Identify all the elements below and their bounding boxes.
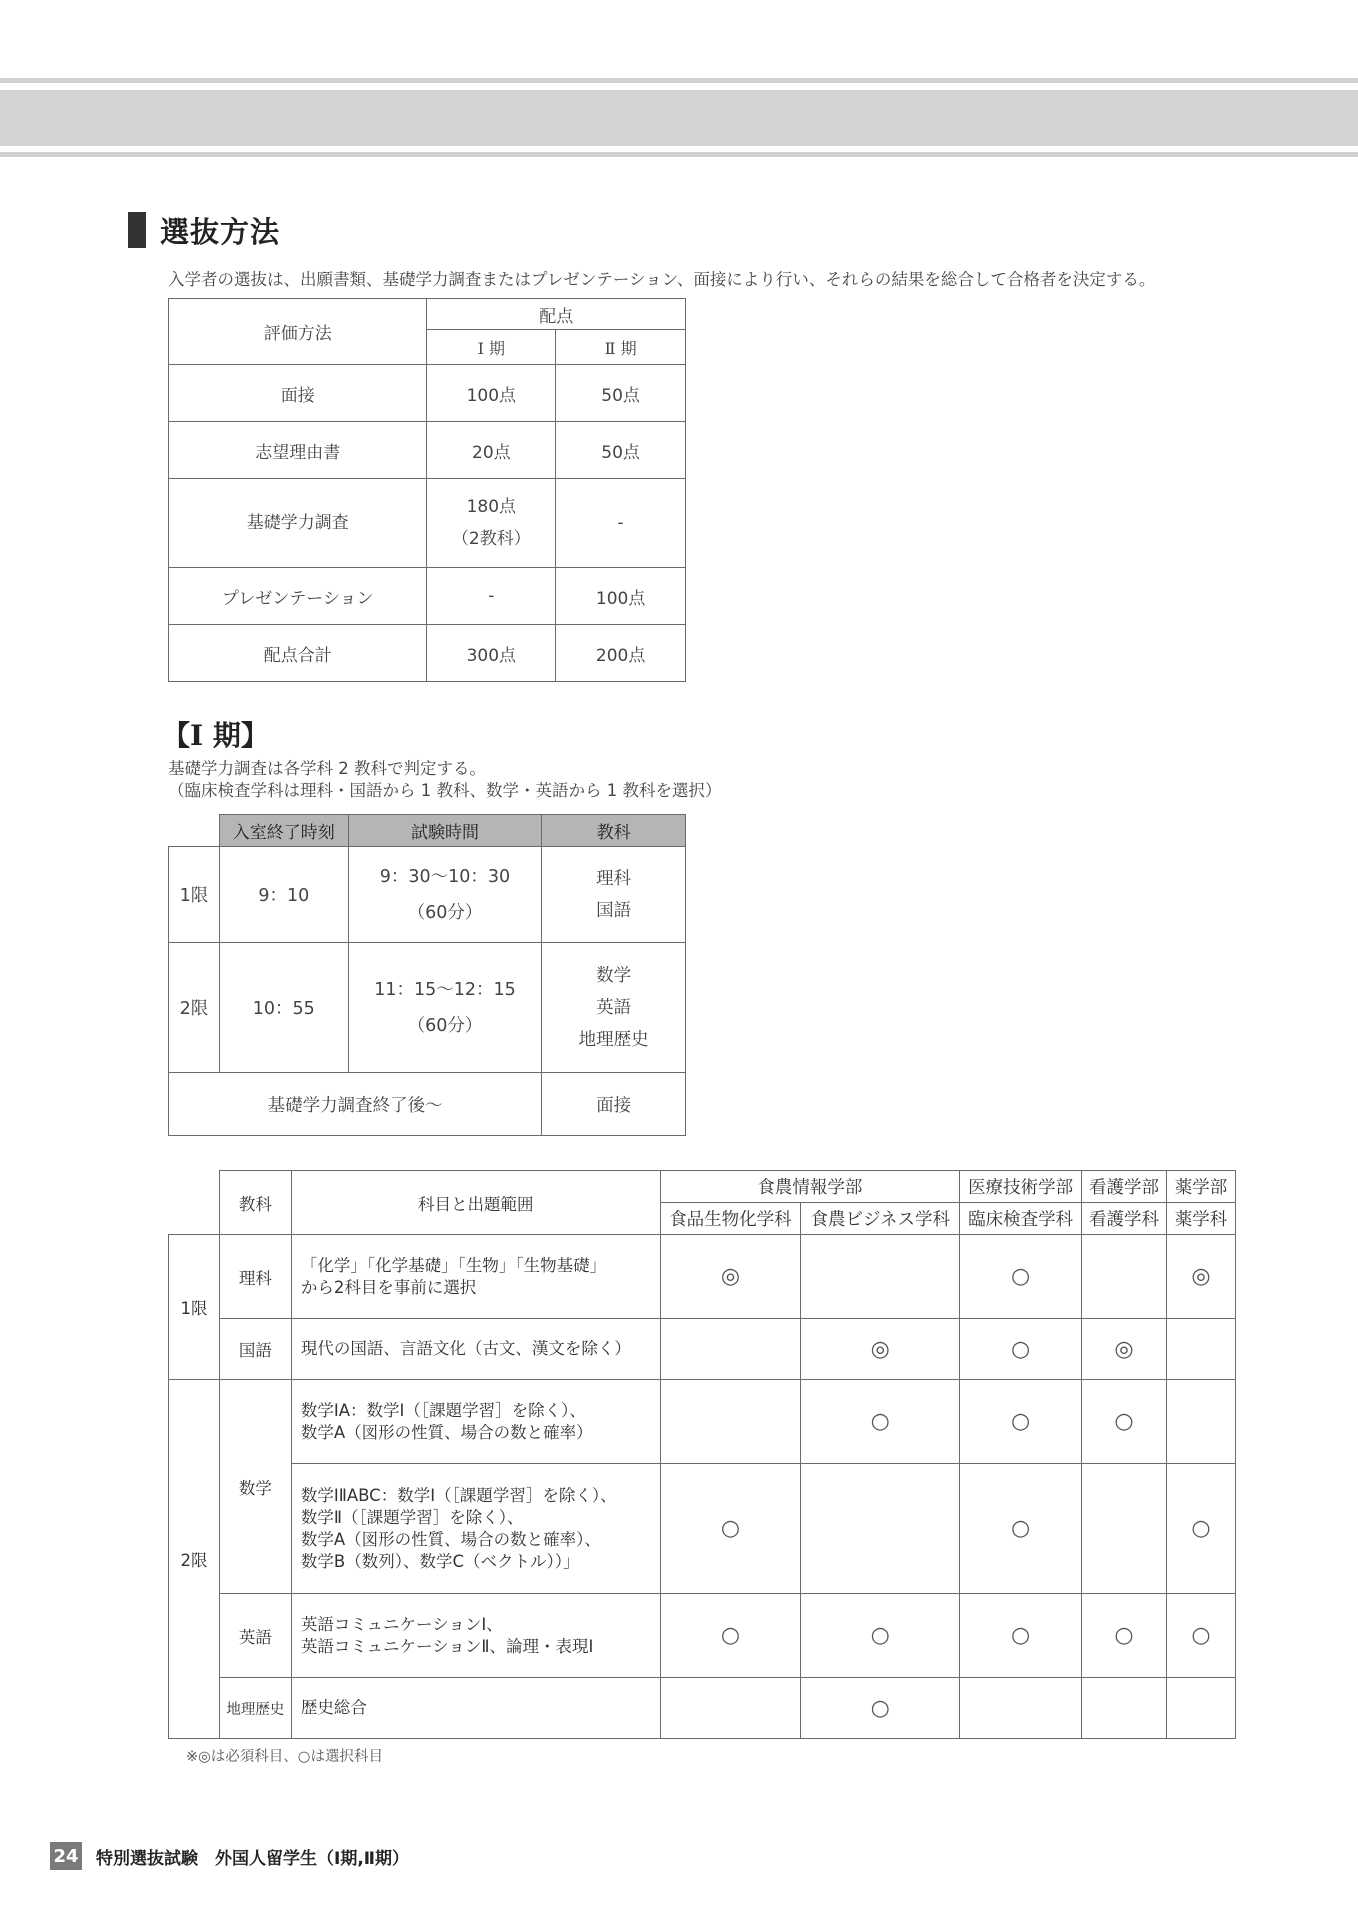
- scope-line: 数学Ⅱ（［課題学習］を除く）、: [300, 1507, 524, 1527]
- department-header: 臨床検査学科: [960, 1203, 1082, 1235]
- mark-cell: ○: [801, 1594, 960, 1678]
- mark-cell: ○: [960, 1594, 1082, 1678]
- intro-text: 入学者の選抜は、出願書類、基礎学力調査またはプレゼンテーション、面接により行い、それらの結果を総合して合格者を決定する。: [168, 270, 1156, 289]
- department-header: 薬学科: [1166, 1203, 1235, 1235]
- page-footer: [50, 1842, 409, 1870]
- period-note-line1: 基礎学力調査は各学科 2 教科で判定する。: [168, 759, 486, 778]
- scope-line: 数学ⅠⅡABC：数学Ⅰ（［課題学習］を除く）、: [300, 1485, 617, 1505]
- term1-value: 180点: [466, 497, 517, 517]
- table-row: [169, 1678, 1236, 1739]
- department-header: 食農ビジネス学科: [801, 1203, 960, 1235]
- table-row: [169, 847, 686, 943]
- table-row: [169, 568, 686, 625]
- mark-cell: ○: [960, 1380, 1082, 1464]
- mark-cell: ○: [960, 1319, 1082, 1380]
- header-points: 配点: [427, 299, 686, 330]
- time-range: 9：30〜10：30: [379, 866, 511, 887]
- header-scope: 科目と出題範囲: [291, 1171, 660, 1235]
- scope-cell: [291, 1464, 660, 1594]
- mark-cell: ○: [801, 1678, 960, 1739]
- table-row: [169, 1594, 1236, 1678]
- subject-cell: 理科: [219, 1235, 291, 1319]
- schedule-table: [168, 814, 686, 1136]
- mark-cell: ○: [660, 1464, 801, 1594]
- method-cell: プレゼンテーション: [169, 568, 427, 625]
- scope-cell: [291, 1319, 660, 1380]
- mark-cell: ◎: [1082, 1319, 1167, 1380]
- mark-cell: [1082, 1464, 1167, 1594]
- after-subject-cell: 面接: [542, 1073, 686, 1136]
- mark-cell: [960, 1678, 1082, 1739]
- scope-cell: [291, 1380, 660, 1464]
- header-band-line-top: [0, 78, 1358, 83]
- blank-cell: [169, 815, 220, 847]
- period-note: [168, 758, 721, 802]
- scope-line: 数学A（図形の性質、場合の数と確率）、: [300, 1529, 601, 1549]
- mark-cell: [1082, 1678, 1167, 1739]
- term2-cell: -: [556, 479, 686, 568]
- department-header: 看護学科: [1082, 1203, 1167, 1235]
- term2-cell: 50点: [556, 422, 686, 479]
- method-cell: 志望理由書: [169, 422, 427, 479]
- table-row: [169, 943, 686, 1073]
- method-cell: 基礎学力調査: [169, 479, 427, 568]
- subjects-table: [168, 1170, 1236, 1739]
- subject-item: 数学: [596, 965, 632, 986]
- header-subject: 教科: [542, 815, 686, 847]
- mark-cell: [1166, 1319, 1235, 1380]
- subject-cell: 地理歴史: [219, 1678, 291, 1739]
- table-row: [169, 1319, 1236, 1380]
- header-band: [0, 90, 1358, 146]
- mark-cell: ○: [801, 1380, 960, 1464]
- mark-cell: ○: [1166, 1464, 1235, 1594]
- mark-cell: [660, 1380, 801, 1464]
- subject-cell: [542, 847, 686, 943]
- mark-cell: ○: [660, 1594, 801, 1678]
- table-row: [169, 1073, 686, 1136]
- scope-line: 数学B（数列）、数学C（ベクトル））」: [300, 1551, 580, 1571]
- header-term2: Ⅱ 期: [556, 330, 686, 365]
- term1-cell: 300点: [427, 625, 556, 682]
- period-cell: 1限: [169, 1235, 220, 1380]
- faculty-header: 看護学部: [1082, 1171, 1167, 1203]
- page-number: 24: [50, 1842, 82, 1870]
- scope-cell: [291, 1594, 660, 1678]
- time-cell: [348, 943, 542, 1073]
- subject-item: 英語: [596, 997, 632, 1018]
- mark-cell: ○: [1166, 1594, 1235, 1678]
- period-note-line2: （臨床検査学科は理科・国語から 1 教科、数学・英語から 1 教科を選択）: [168, 781, 722, 800]
- scope-line: 英語コミュニケーションⅠ、: [300, 1614, 503, 1634]
- mark-cell: ○: [1082, 1380, 1167, 1464]
- mark-cell: [1166, 1380, 1235, 1464]
- term1-cell: 20点: [427, 422, 556, 479]
- mark-cell: [801, 1464, 960, 1594]
- mark-cell: ○: [960, 1464, 1082, 1594]
- term1-cell: -: [427, 568, 556, 625]
- time-cell: [348, 847, 542, 943]
- scope-line: 数学ⅠA：数学Ⅰ（［課題学習］を除く）、: [300, 1400, 586, 1420]
- header-entry: 入室終了時刻: [219, 815, 348, 847]
- footnote: ※◎は必須科目、○は選択科目: [186, 1749, 383, 1765]
- table-row: [169, 1380, 1236, 1464]
- mark-cell: ○: [960, 1235, 1082, 1319]
- table-row: [169, 422, 686, 479]
- entry-cell: 9：10: [219, 847, 348, 943]
- term2-cell: 200点: [556, 625, 686, 682]
- header-band-line-bottom: [0, 152, 1358, 157]
- header-time: 試験時間: [348, 815, 542, 847]
- table-row: [169, 1464, 1236, 1594]
- time-range: 11：15〜12：15: [374, 979, 516, 1000]
- mark-cell: [660, 1678, 801, 1739]
- section-heading: [128, 212, 280, 248]
- mark-cell: ◎: [801, 1319, 960, 1380]
- period-cell: 1限: [169, 847, 220, 943]
- mark-cell: [801, 1235, 960, 1319]
- faculty-header: 食農情報学部: [660, 1171, 960, 1203]
- scope-cell: [291, 1678, 660, 1739]
- subject-cell: 数学: [219, 1380, 291, 1594]
- period-title: 【Ⅰ 期】: [162, 719, 269, 752]
- term1-cell: 100点: [427, 365, 556, 422]
- scope-line: 数学A（図形の性質、場合の数と確率）: [300, 1422, 593, 1442]
- subject-cell: 英語: [219, 1594, 291, 1678]
- score-table: [168, 298, 686, 682]
- term2-cell: 50点: [556, 365, 686, 422]
- subject-item: 理科: [596, 868, 632, 889]
- scope-line: から2科目を事前に選択: [300, 1277, 477, 1297]
- faculty-header: 薬学部: [1166, 1171, 1235, 1203]
- term1-cell: [427, 479, 556, 568]
- scope-line: 現代の国語、言語文化（古文、漢文を除く）: [300, 1339, 631, 1358]
- period-cell: 2限: [169, 943, 220, 1073]
- method-cell: 配点合計: [169, 625, 427, 682]
- heading-bar: [128, 212, 146, 248]
- scope-cell: [291, 1235, 660, 1319]
- term2-cell: 100点: [556, 568, 686, 625]
- method-cell: 面接: [169, 365, 427, 422]
- subject-cell: [542, 943, 686, 1073]
- subject-cell: 国語: [219, 1319, 291, 1380]
- table-row: [169, 479, 686, 568]
- faculty-header: 医療技術学部: [960, 1171, 1082, 1203]
- department-header: 食品生物化学科: [660, 1203, 801, 1235]
- mark-cell: [1082, 1235, 1167, 1319]
- term1-note: （2教科）: [451, 529, 531, 549]
- after-cell: 基礎学力調査終了後〜: [169, 1073, 542, 1136]
- subject-item: 地理歴史: [578, 1029, 649, 1050]
- period-cell: 2限: [169, 1380, 220, 1739]
- mark-cell: [660, 1319, 801, 1380]
- duration: （60分）: [407, 1015, 483, 1036]
- mark-cell: ○: [1082, 1594, 1167, 1678]
- table-row: [169, 365, 686, 422]
- mark-cell: ◎: [1166, 1235, 1235, 1319]
- duration: （60分）: [407, 902, 483, 923]
- scope-line: 英語コミュニケーションⅡ、論理・表現Ⅰ: [300, 1636, 594, 1656]
- header-subject: 教科: [219, 1171, 291, 1235]
- mark-cell: ◎: [660, 1235, 801, 1319]
- scope-line: 歴史総合: [300, 1698, 367, 1717]
- table-row: [169, 625, 686, 682]
- blank-cell: [169, 1171, 220, 1235]
- entry-cell: 10：55: [219, 943, 348, 1073]
- section-title: 選抜方法: [160, 214, 281, 249]
- footer-title: 特別選抜試験 外国人留学生（Ⅰ期,Ⅱ期）: [96, 1848, 409, 1869]
- header-term1: Ⅰ 期: [427, 330, 556, 365]
- header-method: 評価方法: [169, 299, 427, 365]
- subject-item: 国語: [596, 900, 632, 921]
- table-row: [169, 1235, 1236, 1319]
- mark-cell: [1166, 1678, 1235, 1739]
- scope-line: 「化学」「化学基礎」「生物」「生物基礎」: [300, 1255, 607, 1275]
